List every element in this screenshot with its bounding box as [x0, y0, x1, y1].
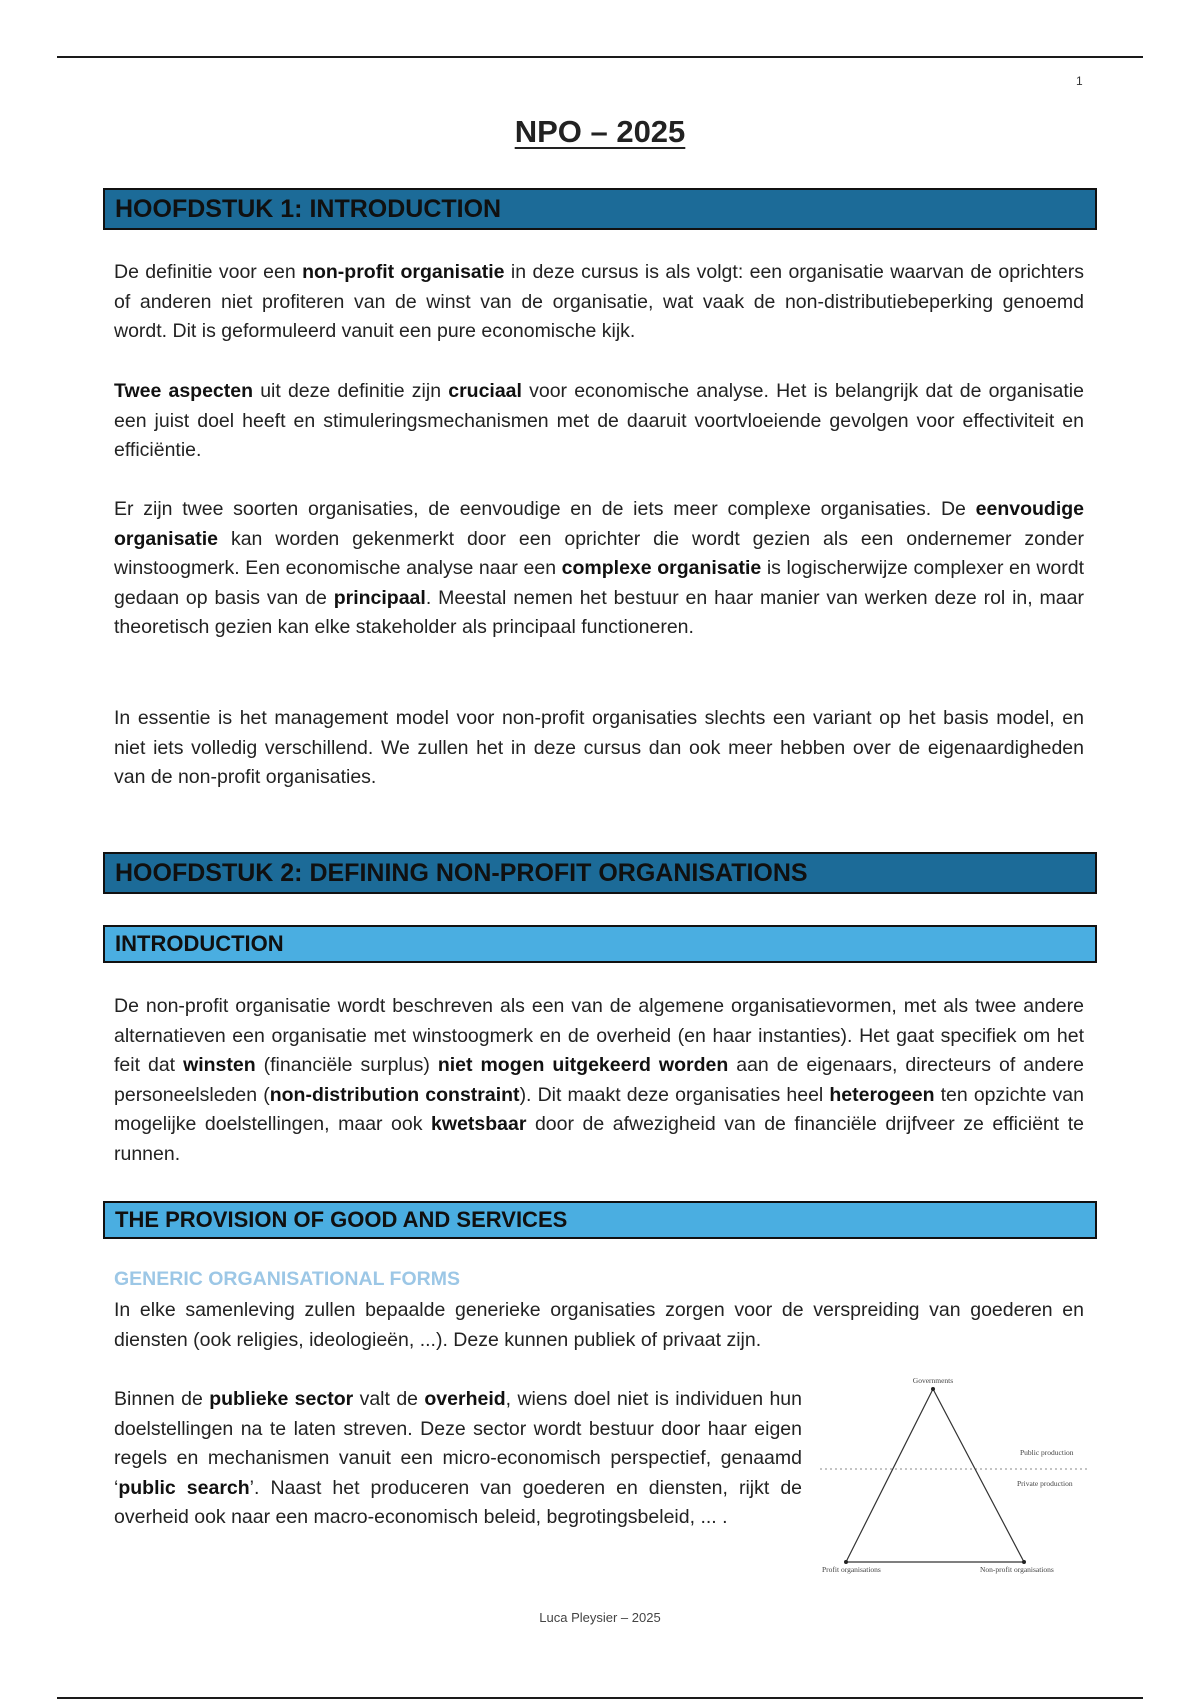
- text-run: . Meestal nemen het bestuur en haar manier van werken deze rol in, maar theoretisch gezien kan elke stakeholder als principaal functioneren.: [114, 586, 1084, 638]
- bold-text: niet mogen uitgekeerd worden: [437, 1054, 729, 1076]
- bold-text: Twee aspecten: [114, 380, 254, 402]
- bold-text: complexe organisatie: [561, 557, 762, 579]
- text-run: In essentie is het management model voor non-profit organisaties slechts een variant op het basis model, en niet iets volledig verschillend. We zullen het in deze cursus dan ook meer hebben over de eigenaardigheden van de non-profit organisaties.: [114, 707, 1084, 788]
- bold-text: publieke sector: [209, 1388, 354, 1410]
- text-run: kan worden gekenmerkt door een oprichter die wordt gezien als een ondernemer zonder winstoogmerk. Een economische analyse naar een: [114, 527, 1084, 579]
- document-title-text: NPO – 2025: [514, 114, 686, 149]
- text-run: , wiens doel niet is individuen hun doelstellingen na te laten streven. Deze sector wordt bestuur door haar eigen regels en mechanismen vanuit een micro-economisch perspectief, genaamd ‘: [114, 1388, 802, 1499]
- text-run: (financiële surplus): [255, 1054, 438, 1076]
- chapter-1-heading: HOOFDSTUK 1: INTRODUCTION: [103, 188, 1097, 230]
- profit-vertex: [844, 1560, 848, 1564]
- bold-text: public search: [118, 1476, 250, 1499]
- bold-text: kwetsbaar: [431, 1113, 527, 1135]
- bold-text: non-distribution constraint: [269, 1083, 520, 1106]
- introduction-paragraph: [114, 992, 1084, 1169]
- text-run: is logischerwijze complexer en wordt gedaan op basis van de: [114, 557, 1085, 609]
- text-run: voor economische analyse. Het is belangrijk dat de organisatie een juist doel heeft en stimuleringsmechanismen met de daaruit voortvloeiende gevolgen voor effectiviteit en efficiëntie.: [114, 380, 1084, 461]
- chapter-2-heading: HOOFDSTUK 2: DEFINING NON-PROFIT ORGANISATIONS: [103, 852, 1097, 894]
- text-run: valt de: [353, 1388, 425, 1410]
- text-run: Er zijn twee soorten organisaties, de eenvoudige en de iets meer complexe organisaties. De: [114, 498, 976, 520]
- text-run: In elke samenleving zullen bepaalde generieke organisaties zorgen voor de verspreiding van goederen en diensten (ook religies, ideologieën, ...). Deze kunnen publiek of privaat zijn.: [114, 1299, 1084, 1351]
- text-run: Binnen de: [114, 1388, 210, 1410]
- chapter-1-paragraph-2: [114, 377, 1084, 466]
- governments-vertex: [931, 1387, 935, 1391]
- generic-forms-heading: GENERIC ORGANISATIONAL FORMS: [114, 1268, 460, 1290]
- top-rule: [57, 56, 1143, 58]
- governments-label: Governments: [912, 1376, 954, 1385]
- bold-text: winsten: [183, 1054, 256, 1076]
- document-title: [0, 114, 1200, 150]
- text-run: ten opzichte van mogelijke doelstellingen, maar ook: [114, 1083, 1084, 1135]
- chapter-1-paragraph-4: [114, 704, 1084, 793]
- bold-text: non-profit organisatie: [302, 261, 505, 283]
- non-profit-vertex: [1022, 1560, 1026, 1564]
- organisational-forms-triangle-diagram: [820, 1374, 1088, 1576]
- triangle-outline: [846, 1389, 1024, 1562]
- bold-text: overheid: [424, 1388, 506, 1410]
- public-sector-paragraph: [114, 1385, 802, 1533]
- provision-heading: THE PROVISION OF GOOD AND SERVICES: [103, 1201, 1097, 1239]
- non-profit-organisations-label: Non-profit organisations: [980, 1565, 1054, 1574]
- public-production-label: Public production: [1020, 1448, 1074, 1457]
- text-run: in deze cursus is als volgt: een organisatie waarvan de oprichters of anderen niet profiteren van de winst van de organisatie, wat vaak de non-distributiebeperking genoemd wordt. Dit is geformuleerd vanuit een pure economische kijk.: [114, 261, 1085, 342]
- bottom-rule: [57, 1697, 1143, 1699]
- page-number: 1: [1076, 74, 1083, 88]
- chapter-1-paragraph-3: [114, 495, 1084, 643]
- chapter-1-paragraph-1: [114, 258, 1084, 347]
- text-run: uit deze definitie zijn: [253, 380, 449, 402]
- text-run: De definitie voor een: [114, 261, 303, 283]
- bold-text: cruciaal: [448, 380, 522, 402]
- page-footer: Luca Pleysier – 2025: [539, 1610, 661, 1625]
- private-production-label: Private production: [1017, 1479, 1073, 1488]
- bold-text: heterogeen: [829, 1083, 935, 1106]
- text-run: door de afwezigheid van de financiële drijfveer ze efficiënt te runnen.: [114, 1113, 1084, 1165]
- generic-forms-paragraph: [114, 1296, 1084, 1355]
- introduction-heading: INTRODUCTION: [103, 925, 1097, 963]
- profit-organisations-label: Profit organisations: [822, 1565, 881, 1574]
- text-run: ). Dit maakt deze organisaties heel: [519, 1083, 830, 1106]
- bold-text: eenvoudige organisatie: [114, 498, 1084, 550]
- bold-text: principaal: [333, 586, 426, 609]
- text-run: ’. Naast het produceren van goederen en diensten, rijkt de overheid ook naar een macro-economisch beleid, begrotingsbeleid, ... .: [114, 1476, 803, 1528]
- text-run: De non-profit organisatie wordt beschreven als een van de algemene organisatievormen, met als twee andere alternatieven een organisatie met winstoogmerk en de overheid (en haar instanties). Het gaat specifiek om het feit dat: [114, 995, 1084, 1076]
- text-run: aan de eigenaars, directeurs of andere personeelsleden (: [114, 1054, 1084, 1106]
